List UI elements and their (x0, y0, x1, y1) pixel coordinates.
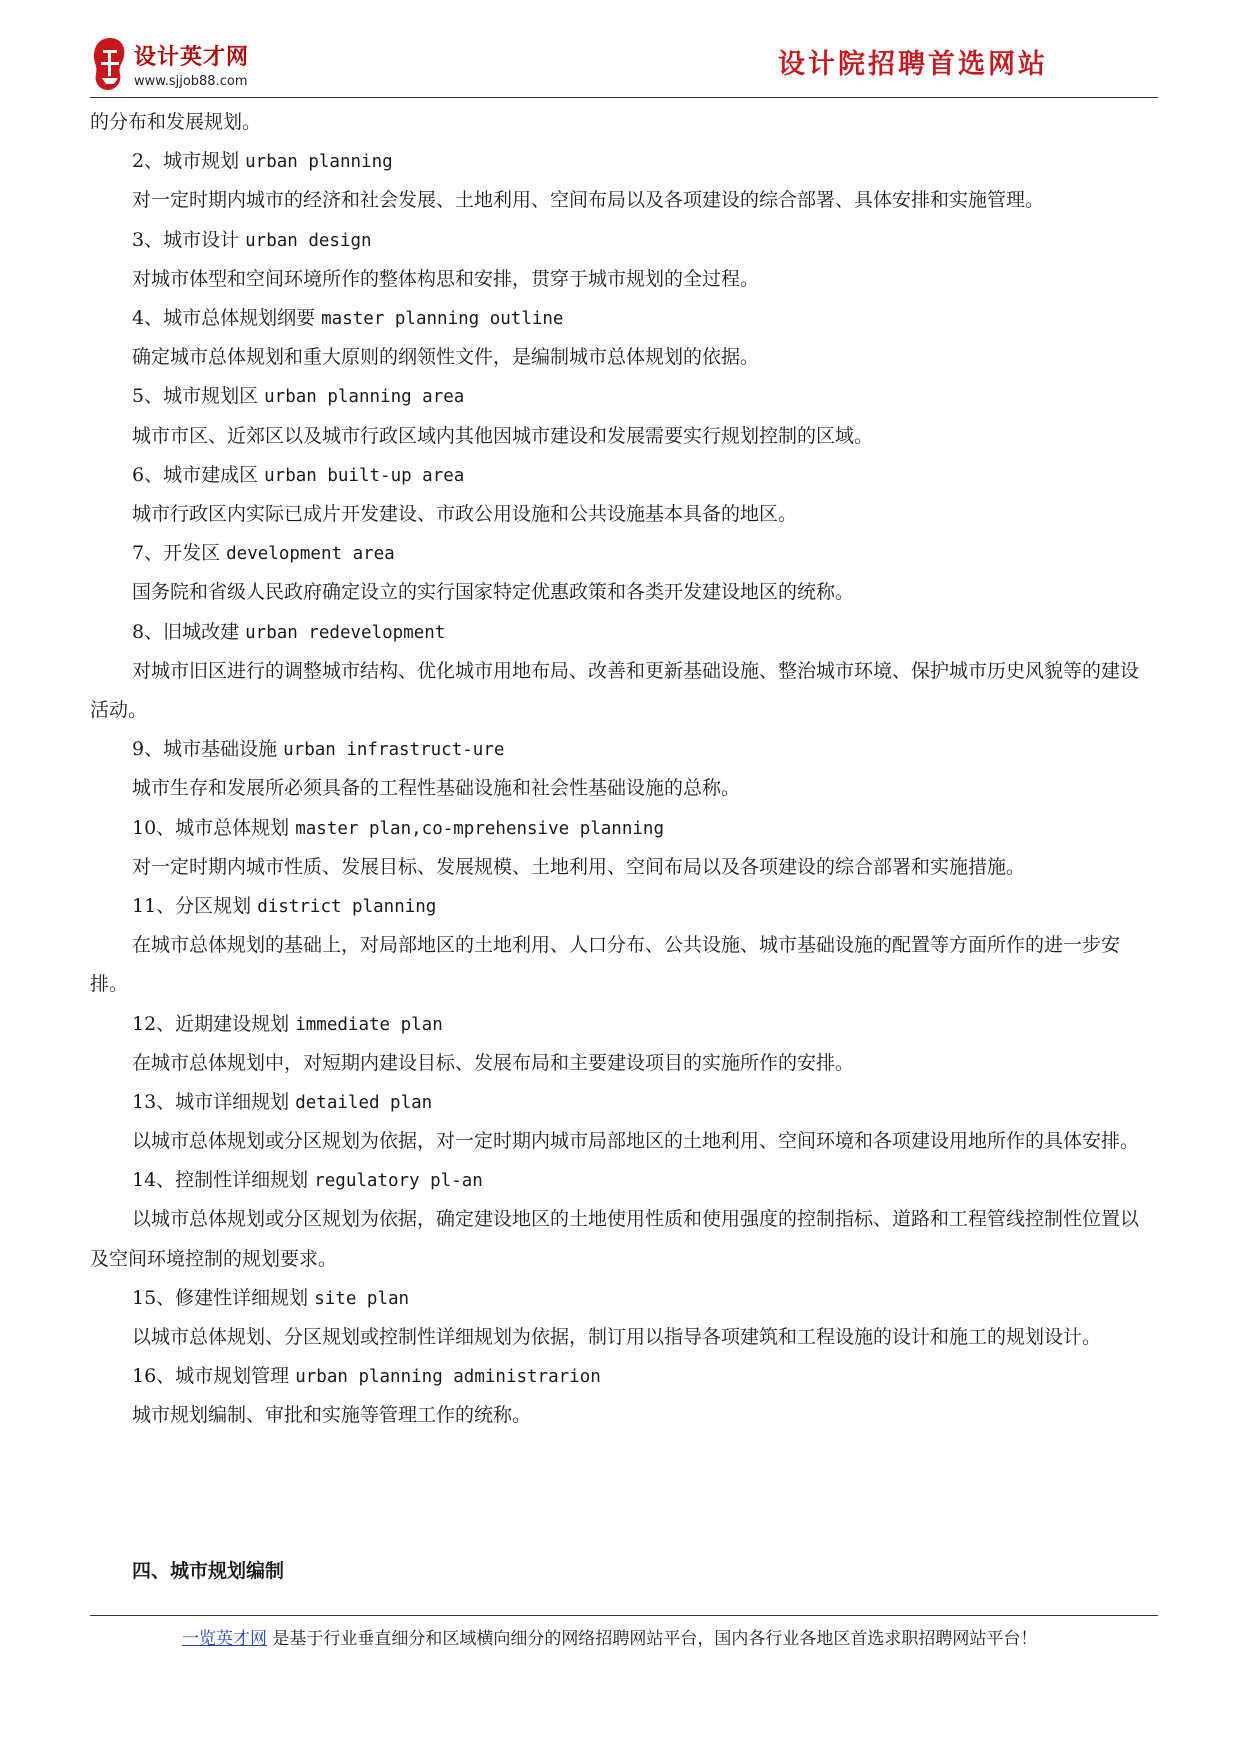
term-cn: 2、城市规划 (132, 150, 240, 173)
term-heading (90, 377, 1156, 416)
term-definition: 对一定时期内城市性质、发展目标、发展规模、土地利用、空间布局以及各项建设的综合部署和实施措施。 (132, 855, 1026, 878)
term-heading (90, 809, 1156, 848)
term-heading (90, 1279, 1156, 1318)
term-heading (90, 142, 1156, 181)
term-cn: 9、城市基础设施 (132, 738, 278, 761)
term-entry (90, 1279, 1156, 1357)
logo-name: 设计英才网 (134, 45, 250, 70)
term-cn: 13、城市详细规划 (132, 1090, 290, 1113)
term-cn: 15、修建性详细规划 (132, 1286, 309, 1309)
term-definition: 城市生存和发展所必须具备的工程性基础设施和社会性基础设施的总称。 (132, 777, 741, 800)
term-entry (90, 1357, 1156, 1435)
term-entry (90, 534, 1156, 612)
term-cn: 10、城市总体规划 (132, 816, 290, 839)
term-heading (90, 299, 1156, 338)
terms-list (90, 142, 1156, 1435)
term-entry (90, 377, 1156, 455)
term-definition: 对一定时期内城市的经济和社会发展、土地利用、空间布局以及各项建设的综合部署、具体安排和实施管理。 (132, 189, 1045, 212)
term-definition: 对城市体型和空间环境所作的整体构思和安排，贯穿于城市规划的全过程。 (132, 267, 760, 290)
term-heading (90, 887, 1156, 926)
term-definition: 国务院和省级人民政府确定设立的实行国家特定优惠政策和各类开发建设地区的统称。 (132, 581, 855, 604)
document-body (90, 103, 1156, 1436)
term-en: urban design (245, 230, 372, 251)
term-en: urban planning (245, 152, 393, 173)
term-heading (90, 1005, 1156, 1044)
term-entry (90, 456, 1156, 534)
term-en: district planning (257, 896, 437, 917)
term-heading (90, 1357, 1156, 1396)
term-cn: 3、城市设计 (132, 228, 240, 251)
term-heading (90, 1083, 1156, 1122)
term-cn: 11、分区规划 (132, 894, 252, 917)
section-heading: 四、城市规划编制 (132, 1560, 285, 1582)
term-cn: 16、城市规划管理 (132, 1365, 290, 1388)
term-definition: 以城市总体规划、分区规划或控制性详细规划为依据，制订用以指导各项建筑和工程设施的设计和施工的规划设计。 (132, 1326, 1102, 1349)
term-entry (90, 809, 1156, 887)
term-heading (90, 456, 1156, 495)
term-cn: 14、控制性详细规划 (132, 1169, 309, 1192)
logo-url: www.sjjob88.com (134, 74, 248, 89)
page-header (90, 30, 1160, 96)
term-en: urban built-up area (264, 465, 465, 486)
term-en: master plan,co-mprehensive planning (295, 818, 664, 839)
term-cn: 5、城市规划区 (132, 385, 259, 408)
term-definition: 对城市旧区进行的调整城市结构、优化城市用地布局、改善和更新基础设施、整治城市环境、保护城市历史风貌等的建设活动。 (90, 659, 1140, 721)
term-definition: 城市规划编制、审批和实施等管理工作的统称。 (132, 1404, 532, 1427)
logo-badge-icon (90, 36, 130, 92)
term-definition: 城市市区、近郊区以及城市行政区域内其他因城市建设和发展需要实行规划控制的区域。 (132, 424, 874, 447)
term-entry (90, 613, 1156, 731)
term-cn: 4、城市总体规划纲要 (132, 306, 316, 329)
term-en: master planning outline (321, 308, 564, 329)
term-en: urban redevelopment (245, 622, 446, 643)
page-footer (182, 1624, 1037, 1649)
term-en: detailed plan (295, 1092, 433, 1113)
term-cn: 6、城市建成区 (132, 463, 259, 486)
term-en: regulatory pl-an (314, 1171, 483, 1192)
term-en: urban planning area (264, 387, 465, 408)
term-cn: 12、近期建设规划 (132, 1012, 290, 1035)
term-entry (90, 887, 1156, 1005)
term-definition: 确定城市总体规划和重大原则的纲领性文件，是编制城市总体规划的依据。 (132, 346, 760, 369)
term-heading (90, 221, 1156, 260)
footer-link[interactable]: 一览英才网 (182, 1629, 267, 1649)
term-en: development area (226, 544, 395, 565)
term-definition: 在城市总体规划中，对短期内建设目标、发展布局和主要建设项目的实施所作的安排。 (132, 1051, 855, 1074)
footer-divider (90, 1615, 1158, 1616)
term-definition: 城市行政区内实际已成片开发建设、市政公用设施和公共设施基本具备的地区。 (132, 502, 798, 525)
term-heading (90, 1161, 1156, 1200)
term-en: urban planning administrarion (295, 1367, 601, 1388)
term-entry (90, 299, 1156, 377)
footer-text: 是基于行业垂直细分和区域横向细分的网络招聘网站平台，国内各行业各地区首选求职招聘网站平台！ (267, 1629, 1038, 1649)
term-en: site plan (314, 1288, 410, 1309)
term-heading (90, 730, 1156, 769)
term-entry (90, 142, 1156, 220)
term-heading (90, 613, 1156, 652)
term-cn: 8、旧城改建 (132, 620, 240, 643)
term-entry (90, 1005, 1156, 1083)
term-en: urban infrastruct-ure (283, 740, 505, 761)
term-heading (90, 534, 1156, 573)
header-divider (90, 97, 1158, 98)
term-entry (90, 221, 1156, 299)
header-slogan: 设计院招聘首选网站 (778, 49, 1048, 80)
term-en: immediate plan (295, 1014, 443, 1035)
term-entry (90, 730, 1156, 808)
term-definition: 以城市总体规划或分区规划为依据，确定建设地区的土地使用性质和使用强度的控制指标、道路和工程管线控制性位置以及空间环境控制的规划要求。 (90, 1208, 1140, 1270)
term-entry (90, 1083, 1156, 1161)
site-logo[interactable] (90, 36, 290, 94)
intro-line: 的分布和发展规划。 (90, 111, 262, 133)
term-entry (90, 1161, 1156, 1279)
term-definition: 以城市总体规划或分区规划为依据，对一定时期内城市局部地区的土地利用、空间环境和各项建设用地所作的具体安排。 (132, 1130, 1140, 1153)
term-definition: 在城市总体规划的基础上，对局部地区的土地利用、人口分布、公共设施、城市基础设施的配置等方面所作的进一步安排。 (90, 934, 1121, 996)
term-cn: 7、开发区 (132, 542, 221, 565)
